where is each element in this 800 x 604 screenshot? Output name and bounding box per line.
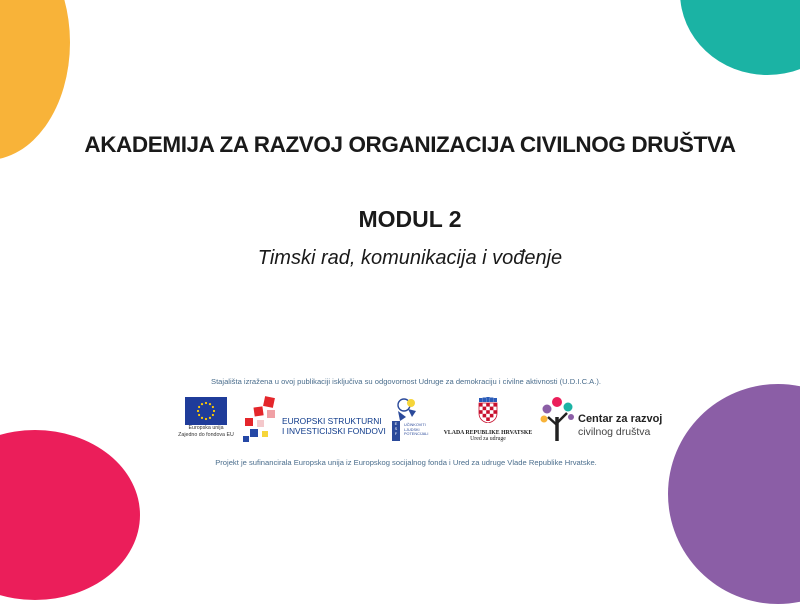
decorative-circle-purple bbox=[668, 384, 800, 604]
esf-text-3: POTENCIJALI bbox=[404, 432, 429, 436]
esf-side-mark: E S F bbox=[392, 421, 400, 441]
centar-logo bbox=[540, 395, 665, 445]
tree-icon bbox=[540, 395, 576, 445]
government-logo bbox=[438, 397, 538, 442]
government-unit: Ured za udruge bbox=[470, 436, 506, 442]
eu-logo bbox=[175, 397, 237, 438]
centar-text-2: civilnog društva bbox=[578, 426, 651, 438]
module-heading: MODUL 2 bbox=[358, 206, 462, 232]
esf-text bbox=[404, 423, 428, 437]
esif-text-1: EUROPSKI STRUKTURNI bbox=[282, 416, 382, 426]
government-name: VLADA REPUBLIKE HRVATSKE bbox=[443, 430, 533, 436]
module-subtitle: Timski rad, komunikacija i vođenje bbox=[257, 247, 563, 269]
centar-text-1: Centar za razvoj bbox=[578, 413, 663, 425]
croatian-coat-of-arms-icon bbox=[478, 397, 498, 423]
esf-text-2: LJUDSKI bbox=[404, 427, 420, 432]
esif-text-2: I INVESTICIJSKI FONDOVI bbox=[282, 426, 386, 436]
disclaimer-text: Stajališta izražena u ovoj publikaciji isključiva su odgovornost Udruge za demokraciju i civilne aktivnosti (U.D.I.C.A.). bbox=[211, 377, 601, 386]
decorative-circle-teal bbox=[680, 0, 800, 75]
esf-text-1: UČINKOVITI bbox=[404, 423, 426, 427]
esf-logo bbox=[390, 397, 428, 443]
slide-title: AKADEMIJA ZA RAZVOJ ORGANIZACIJA CIVILNOG DRUŠTVA bbox=[84, 132, 736, 157]
eu-logo-caption-1: Europska unija bbox=[188, 425, 224, 431]
decorative-circle-pink bbox=[0, 430, 140, 600]
funding-text: Projekt je sufinancirala Europska unija iz Europskog socijalnog fonda i Ured za udruge Vlade Republike Hrvatske. bbox=[215, 458, 597, 467]
esif-squares-icon bbox=[242, 396, 282, 444]
eu-flag-icon bbox=[185, 397, 227, 425]
esif-logo bbox=[242, 396, 386, 444]
eu-logo-caption-2: Zajedno do fondova EU bbox=[178, 431, 234, 438]
